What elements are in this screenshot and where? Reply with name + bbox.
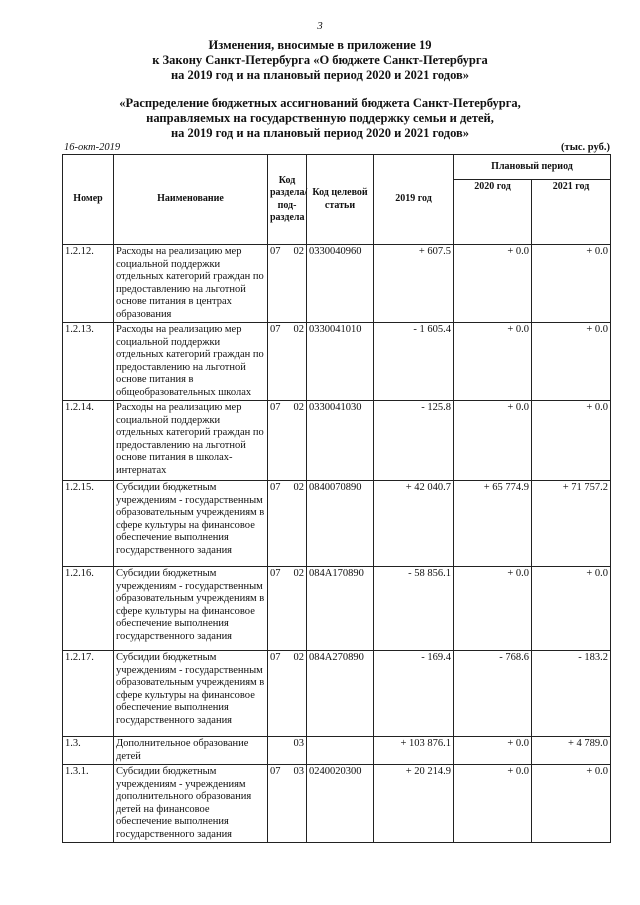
row-section: 07 — [268, 401, 288, 481]
row-name: Расходы на реализацию мер социальной поддержки отдельных категорий граждан по предоставлению на льготной основе питания в школах-интернатах — [114, 401, 268, 481]
row-value-2019: - 125.8 — [374, 401, 454, 481]
row-value-2019: - 1 605.4 — [374, 323, 454, 401]
row-number: 1.2.16. — [63, 567, 114, 651]
table-row — [63, 245, 611, 323]
row-value-2019: + 103 876.1 — [374, 737, 454, 765]
title-line: на 2019 год и на плановый период 2020 и 2021 годов» — [170, 68, 470, 82]
table-row — [63, 481, 611, 567]
row-subsection: 03 — [288, 765, 307, 843]
document-title — [0, 38, 640, 83]
row-number: 1.2.13. — [63, 323, 114, 401]
row-number: 1.2.14. — [63, 401, 114, 481]
header-planned-period: Плановый период — [454, 155, 611, 180]
row-subsection: 02 — [288, 481, 307, 567]
row-value-2021: - 183.2 — [532, 651, 611, 737]
row-section: 07 — [268, 765, 288, 843]
document-date: 16-окт-2019 — [64, 142, 121, 153]
row-subsection: 02 — [288, 323, 307, 401]
row-section: 07 — [268, 481, 288, 567]
row-value-2021: + 71 757.2 — [532, 481, 611, 567]
row-target-code: 0330041030 — [307, 401, 374, 481]
header-2020: 2020 год — [454, 180, 532, 245]
row-target-code: 0840070890 — [307, 481, 374, 567]
row-target-code: 084A170890 — [307, 567, 374, 651]
row-value-2019: + 20 214.9 — [374, 765, 454, 843]
table-row — [63, 651, 611, 737]
row-number: 1.2.15. — [63, 481, 114, 567]
row-value-2019: + 607.5 — [374, 245, 454, 323]
header-2019: 2019 год — [374, 155, 454, 245]
row-number: 1.2.17. — [63, 651, 114, 737]
row-section: 07 — [268, 567, 288, 651]
subtitle-line: на 2019 год и на плановый период 2020 и 2021 годов» — [170, 126, 470, 140]
row-value-2020: + 0.0 — [454, 401, 532, 481]
row-value-2021: + 4 789.0 — [532, 737, 611, 765]
row-value-2020: + 0.0 — [454, 567, 532, 651]
table-row — [63, 737, 611, 765]
row-subsection: 02 — [288, 567, 307, 651]
page-number: 3 — [317, 20, 323, 32]
header-row — [63, 155, 611, 180]
row-value-2020: + 65 774.9 — [454, 481, 532, 567]
row-section — [268, 737, 288, 765]
header-2021: 2021 год — [532, 180, 611, 245]
header-section-code: Код раздела/ под- раздела — [268, 155, 307, 245]
row-section: 07 — [268, 651, 288, 737]
row-subsection: 02 — [288, 651, 307, 737]
row-value-2020: + 0.0 — [454, 323, 532, 401]
row-target-code: 084A270890 — [307, 651, 374, 737]
header-target-code: Код целевой статьи — [307, 155, 374, 245]
row-name: Субсидии бюджетным учреждениям - государственным образовательным учреждениям в сфере культуры на финансовое обеспечение выполнения государственного задания — [114, 567, 268, 651]
row-value-2019: - 169.4 — [374, 651, 454, 737]
row-value-2019: - 58 856.1 — [374, 567, 454, 651]
header-name: Наименование — [114, 155, 268, 245]
title-line: Изменения, вносимые в приложение 19 — [208, 38, 432, 52]
row-value-2021: + 0.0 — [532, 765, 611, 843]
row-value-2020: + 0.0 — [454, 737, 532, 765]
row-section: 07 — [268, 245, 288, 323]
row-value-2021: + 0.0 — [532, 323, 611, 401]
row-number: 1.3.1. — [63, 765, 114, 843]
row-section: 07 — [268, 323, 288, 401]
row-value-2021: + 0.0 — [532, 567, 611, 651]
row-target-code: 0240020300 — [307, 765, 374, 843]
row-name: Субсидии бюджетным учреждениям - государственным образовательным учреждениям в сфере культуры на финансовое обеспечение выполнения государственного задания — [114, 651, 268, 737]
row-number: 1.2.12. — [63, 245, 114, 323]
row-number: 1.3. — [63, 737, 114, 765]
budget-table — [62, 154, 611, 843]
row-value-2020: - 768.6 — [454, 651, 532, 737]
row-subsection: 02 — [288, 401, 307, 481]
subtitle-line: направляемых на государственную поддержку семьи и детей, — [146, 111, 494, 125]
units-label: (тыс. руб.) — [561, 142, 610, 153]
row-name: Дополнительное образование детей — [114, 737, 268, 765]
row-name: Субсидии бюджетным учреждениям - государственным образовательным учреждениям в сфере культуры на финансовое обеспечение выполнения государственного задания — [114, 481, 268, 567]
row-name: Расходы на реализацию мер социальной поддержки отдельных категорий граждан по предоставлению на льготной основе питания в центрах образования — [114, 245, 268, 323]
subtitle-line: «Распределение бюджетных ассигнований бюджета Санкт-Петербурга, — [119, 96, 521, 110]
title-line: к Закону Санкт-Петербурга «О бюджете Санкт-Петербурга — [152, 53, 488, 67]
table-row — [63, 323, 611, 401]
row-value-2021: + 0.0 — [532, 245, 611, 323]
row-value-2020: + 0.0 — [454, 245, 532, 323]
row-value-2020: + 0.0 — [454, 765, 532, 843]
row-subsection: 03 — [288, 737, 307, 765]
table-row — [63, 765, 611, 843]
row-target-code: 0330040960 — [307, 245, 374, 323]
row-value-2019: + 42 040.7 — [374, 481, 454, 567]
table-row — [63, 567, 611, 651]
row-target-code — [307, 737, 374, 765]
row-value-2021: + 0.0 — [532, 401, 611, 481]
row-target-code: 0330041010 — [307, 323, 374, 401]
table-row — [63, 401, 611, 481]
row-name: Расходы на реализацию мер социальной поддержки отдельных категорий граждан по предоставлению на льготной основе питания в общеобразовательных школах — [114, 323, 268, 401]
header-number: Номер — [63, 155, 114, 245]
row-name: Субсидии бюджетным учреждениям - учреждениям дополнительного образования детей на финансовое обеспечение выполнения государственного задания — [114, 765, 268, 843]
row-subsection: 02 — [288, 245, 307, 323]
document-subtitle — [0, 96, 640, 141]
